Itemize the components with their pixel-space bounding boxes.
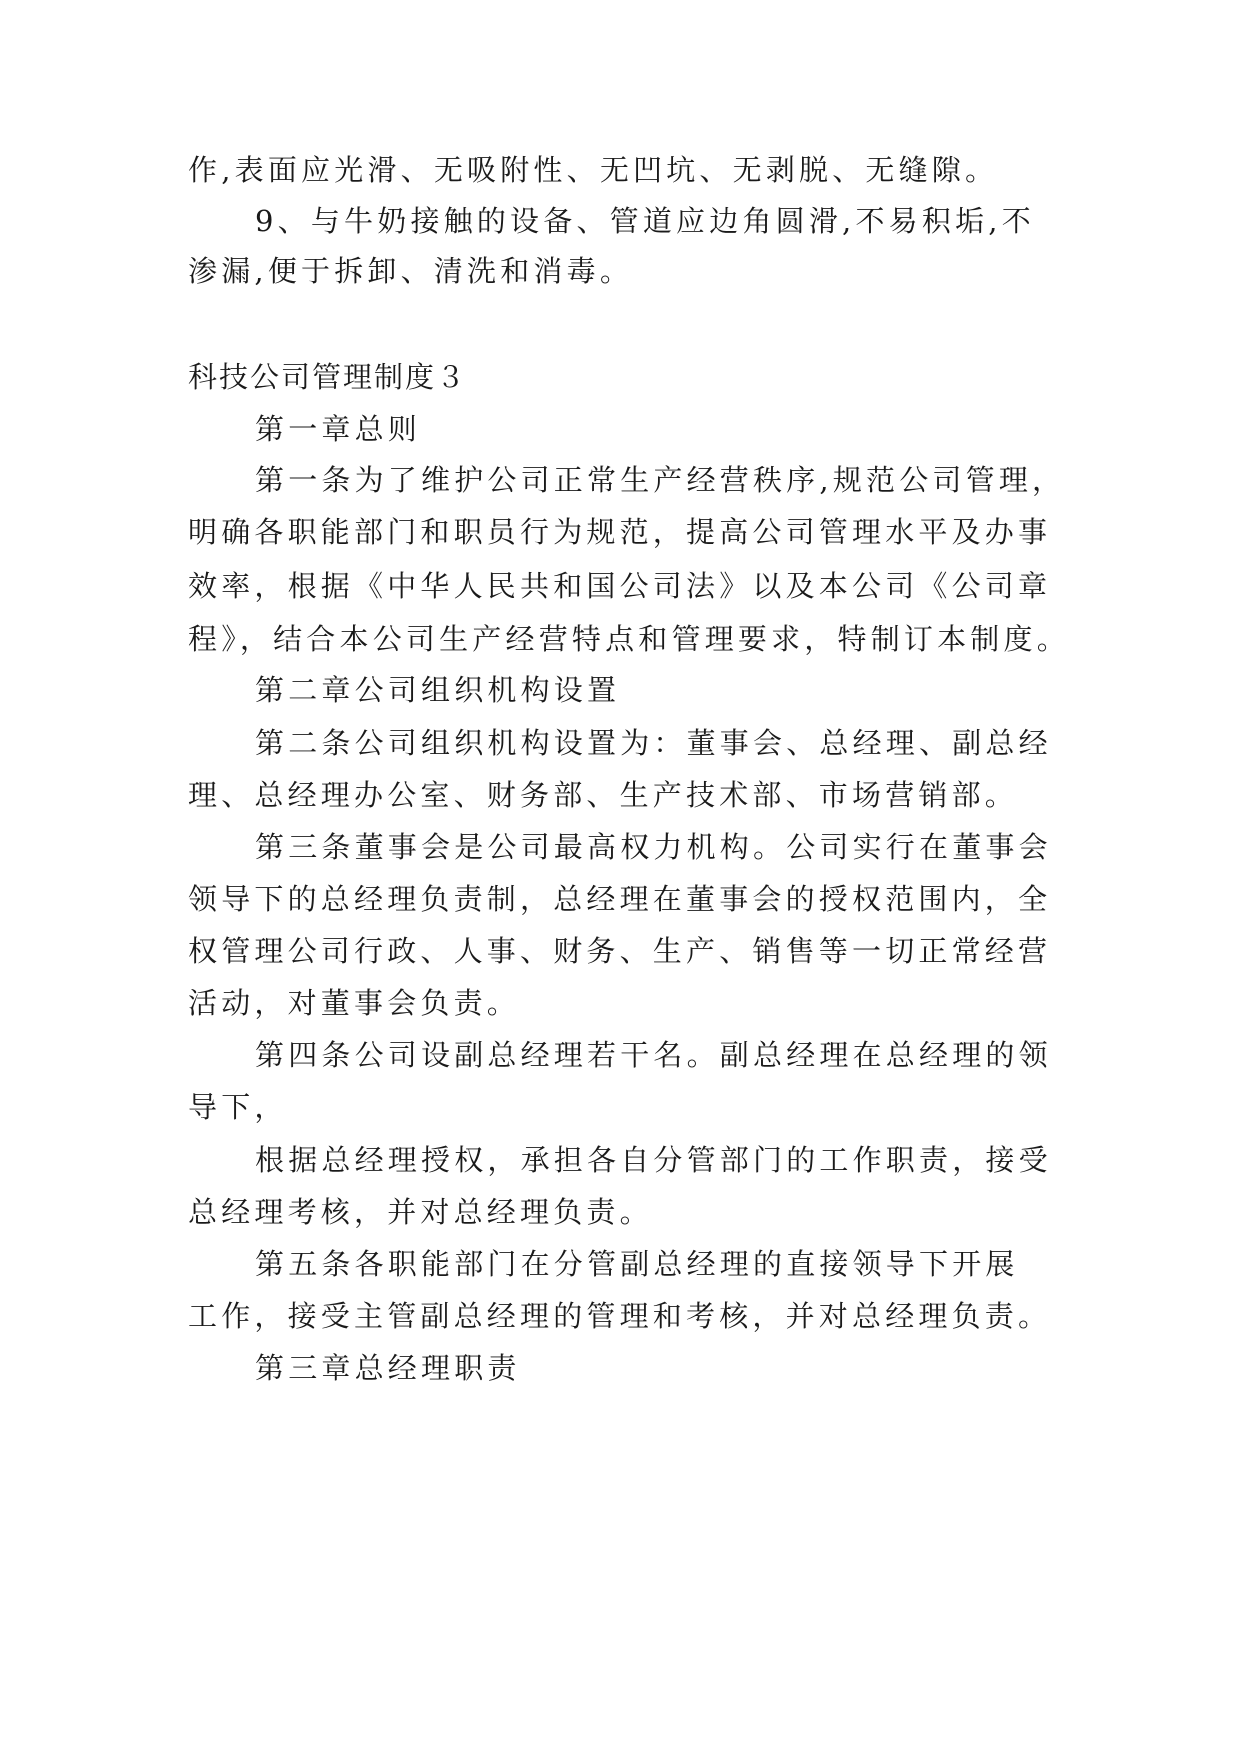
text-line: 9、与牛奶接触的设备、管道应边角圆滑,不易积垢,不 — [255, 204, 1035, 238]
chapter-heading: 第三章总经理职责 — [255, 1351, 521, 1385]
text-line: 效率，根据《中华人民共和国公司法》以及本公司《公司章 — [188, 569, 1052, 603]
text-line: 根据总经理授权，承担各自分管部门的工作职责，接受 — [255, 1143, 1052, 1177]
text-line: 活动，对董事会负责。 — [188, 986, 521, 1020]
text-line: 导下， — [188, 1090, 288, 1124]
text-line: 工作，接受主管副总经理的管理和考核，并对总经理负责。 — [188, 1299, 1052, 1333]
text-line: 第一条为了维护公司正常生产经营秩序,规范公司管理， — [255, 463, 1066, 497]
text-line: 作,表面应光滑、无吸附性、无凹坑、无剥脱、无缝隙。 — [188, 153, 999, 187]
text-line: 明确各职能部门和职员行为规范，提高公司管理水平及办事 — [188, 515, 1052, 549]
section-title: 科技公司管理制度３ — [188, 360, 468, 394]
text-line: 第二条公司组织机构设置为：董事会、总经理、副总经 — [255, 726, 1052, 760]
text-line: 渗漏,便于拆卸、清洗和消毒。 — [188, 254, 634, 288]
text-line: 领导下的总经理负责制，总经理在董事会的授权范围内，全 — [188, 882, 1052, 916]
text-line: 总经理考核，并对总经理负责。 — [188, 1195, 653, 1229]
text-line: 理、总经理办公室、财务部、生产技术部、市场营销部。 — [188, 778, 1019, 812]
text-line: 权管理公司行政、人事、财务、生产、销售等一切正常经营 — [188, 934, 1052, 968]
chapter-heading: 第二章公司组织机构设置 — [255, 673, 621, 707]
chapter-heading: 第一章总则 — [255, 412, 422, 446]
text-line: 程》，结合本公司生产经营特点和管理要求，特制订本制度。 — [188, 622, 1070, 656]
text-line: 第四条公司设副总经理若干名。副总经理在总经理的领 — [255, 1038, 1052, 1072]
text-line: 第三条董事会是公司最高权力机构。公司实行在董事会 — [255, 830, 1052, 864]
text-line: 第五条各职能部门在分管副总经理的直接领导下开展 — [255, 1247, 1019, 1281]
